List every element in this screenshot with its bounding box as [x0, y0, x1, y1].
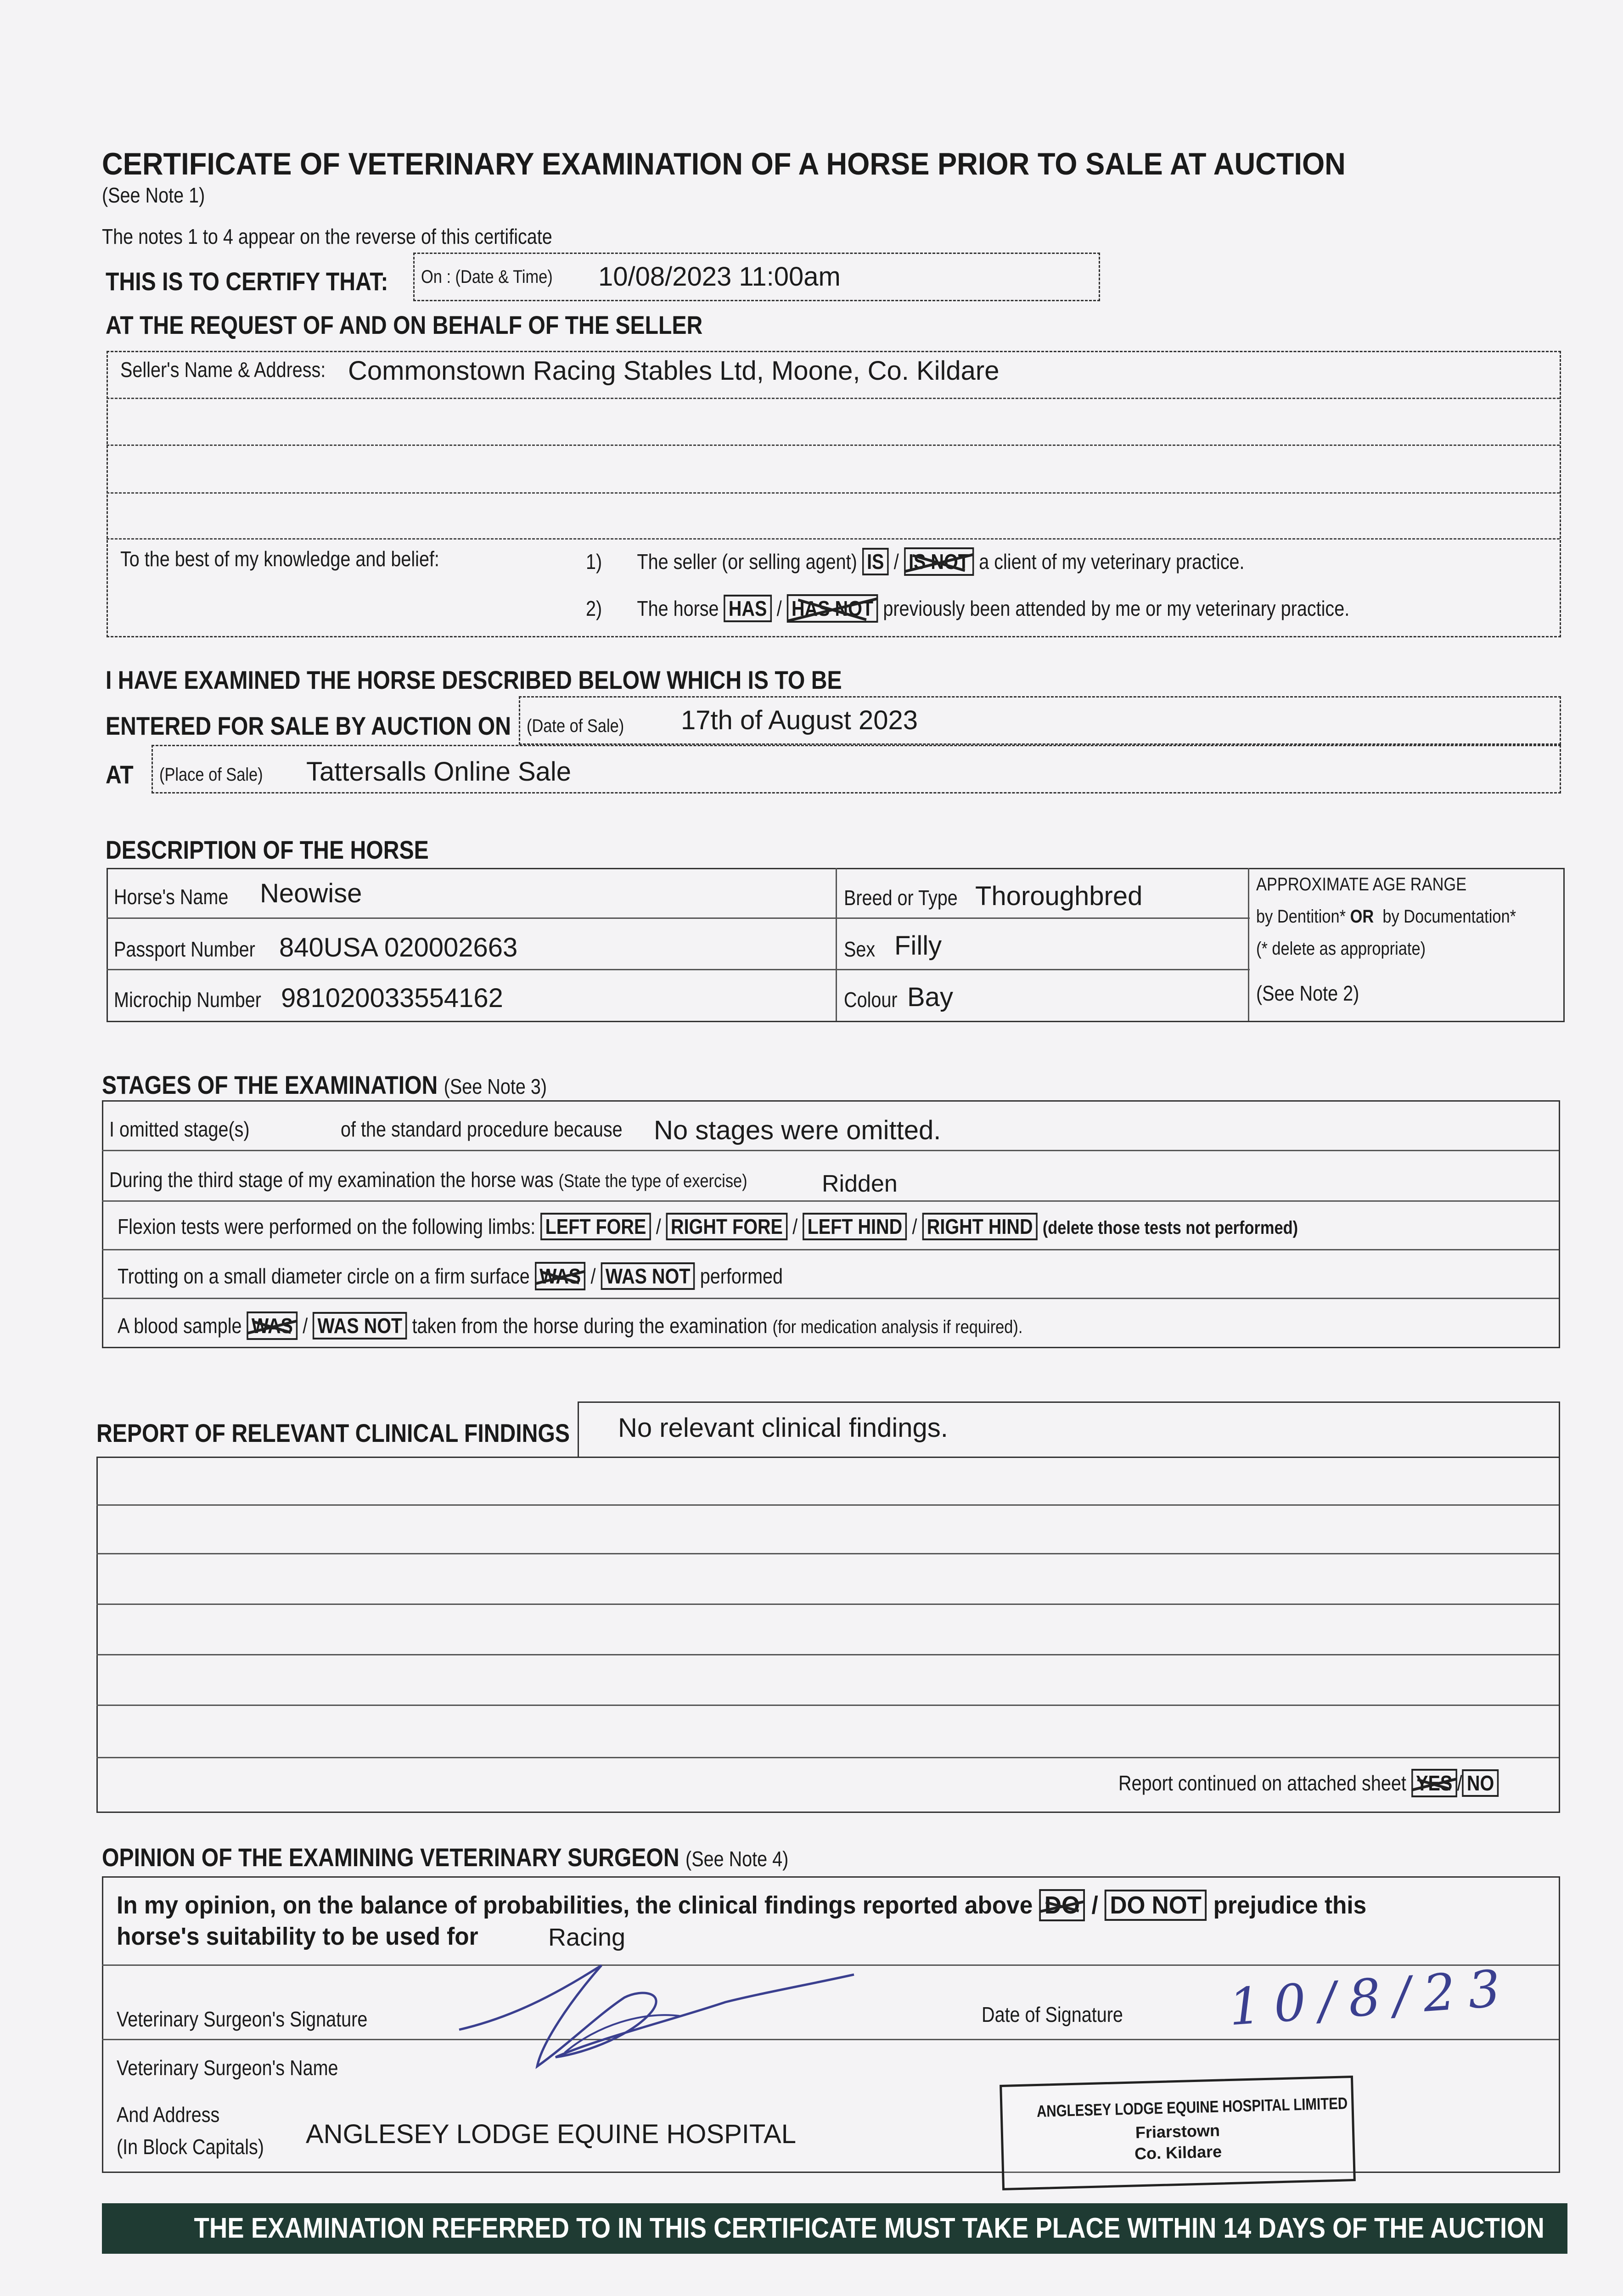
date-of-signature-value[interactable]: 10/8/23: [1227, 1958, 1515, 2037]
trot-label: Trotting on a small diameter circle on a firm surface: [118, 1264, 530, 1288]
omitted-pre: I omitted stage(s): [109, 1117, 250, 1141]
block-capitals-label: (In Block Capitals): [117, 2135, 264, 2159]
trot-option-was-not[interactable]: WAS NOT: [601, 1262, 695, 1290]
date-of-signature-label: Date of Signature: [982, 2003, 1123, 2026]
flexion-label: Flexion tests were performed on the following limbs:: [118, 1215, 536, 1238]
opinion-line-2-text: horse's suitability to be used for: [117, 1923, 478, 1950]
on-date-time-label: On : (Date & Time): [421, 267, 553, 287]
third-stage-label: [109, 1167, 851, 1192]
knowledge-item-2: [586, 594, 1474, 623]
seller-line-1: [107, 398, 1560, 399]
stages-heading-text: STAGES OF THE EXAMINATION: [102, 1070, 438, 1099]
sep-7: /: [303, 1314, 308, 1338]
desc-row-line-1: [107, 917, 1250, 919]
place-of-sale-value: Tattersalls Online Sale: [306, 757, 572, 787]
trot-post: performed: [700, 1264, 783, 1288]
sep-3: /: [656, 1215, 661, 1238]
trot-row: [118, 1262, 891, 1290]
opinion-heading-text: OPINION OF THE EXAMINING VETERINARY SURGEON: [102, 1843, 680, 1872]
flexion-row: [118, 1214, 1490, 1239]
use-value[interactable]: Racing: [548, 1924, 626, 1951]
stamp-line-1: ANGLESEY LODGE EQUINE HOSPITAL LIMITED: [1036, 2093, 1348, 2121]
opinion-line-1-text: [117, 1889, 1432, 1921]
third-stage-value[interactable]: Ridden: [822, 1171, 898, 1197]
sep-2: /: [776, 597, 782, 620]
knowledge-item-1: [586, 547, 1352, 576]
sep-4: /: [792, 1215, 798, 1238]
age-see-note-2: (See Note 2): [1256, 981, 1359, 1005]
sex-value[interactable]: Filly: [894, 931, 942, 961]
stage-line-2: [102, 1200, 1559, 1202]
age-methods: [1256, 906, 1558, 927]
age-delete-note: (* delete as appropriate): [1256, 939, 1426, 959]
option-is-not[interactable]: IS NOT: [904, 547, 974, 576]
passport-label: Passport Number: [114, 937, 255, 961]
blood-option-was[interactable]: WAS: [247, 1311, 298, 1340]
option-has-not[interactable]: HAS NOT: [787, 594, 878, 623]
limb-left-hind[interactable]: LEFT HIND: [803, 1213, 907, 1240]
datetime-field[interactable]: [413, 253, 1100, 301]
opinion-post: prejudice this: [1213, 1891, 1367, 1919]
stage-line-1: [102, 1150, 1559, 1151]
item1-number: 1): [586, 550, 602, 574]
limb-left-fore[interactable]: LEFT FORE: [540, 1213, 651, 1240]
flexion-note: (delete those tests not performed): [1042, 1218, 1298, 1238]
limb-right-hind[interactable]: RIGHT HIND: [922, 1213, 1037, 1240]
report-box: [96, 1457, 1560, 1813]
stamp-line-2: Friarstown: [1135, 2121, 1220, 2142]
seller-line-4: [107, 538, 1560, 540]
age-title: APPROXIMATE AGE RANGE: [1256, 874, 1467, 895]
blood-option-was-not[interactable]: WAS NOT: [313, 1312, 407, 1339]
report-line-3: [96, 1604, 1559, 1605]
option-is[interactable]: IS: [862, 548, 889, 575]
surgeon-name-label: Veterinary Surgeon's Name: [117, 2056, 338, 2080]
sep-9: /: [1091, 1891, 1098, 1919]
description-heading: DESCRIPTION OF THE HORSE: [106, 835, 429, 864]
address-label: And Address: [117, 2103, 220, 2127]
report-continued: [1118, 1769, 1561, 1797]
request-line: AT THE REQUEST OF AND ON BEHALF OF THE SELLER: [106, 310, 703, 339]
seller-line-2: [107, 445, 1560, 446]
stamp-line-3: Co. Kildare: [1134, 2142, 1222, 2163]
item1-pre: The seller (or selling agent): [637, 550, 857, 574]
option-has[interactable]: HAS: [724, 595, 772, 622]
colour-value[interactable]: Bay: [907, 982, 953, 1012]
third-stage-text: During the third stage of my examination the horse was: [109, 1168, 554, 1192]
place-of-sale-field[interactable]: [152, 745, 1561, 793]
third-stage-small: (State the type of exercise): [558, 1171, 747, 1191]
certificate-title: CERTIFICATE OF VETERINARY EXAMINATION OF A HORSE PRIOR TO SALE AT AUCTION: [102, 146, 1346, 181]
examined-line-2: ENTERED FOR SALE BY AUCTION ON: [106, 711, 511, 740]
report-line-5: [96, 1705, 1559, 1706]
report-option-no[interactable]: NO: [1462, 1769, 1499, 1797]
breed-value[interactable]: Thoroughbred: [975, 881, 1143, 911]
option-do[interactable]: DO: [1039, 1889, 1085, 1921]
age-by-documentation[interactable]: by Documentation*: [1382, 906, 1516, 927]
sex-label: Sex: [844, 937, 876, 961]
date-of-sale-field[interactable]: [519, 696, 1561, 745]
signature-label: Veterinary Surgeon's Signature: [117, 2007, 368, 2031]
surgeon-address-value[interactable]: ANGLESEY LODGE EQUINE HOSPITAL: [306, 2119, 796, 2149]
sep-8: /: [1457, 1771, 1462, 1795]
stage-line-4: [102, 1298, 1559, 1299]
colour-label: Colour: [844, 988, 898, 1012]
exam-datetime-value: 10/08/2023 11:00am: [598, 262, 841, 292]
opinion-heading-note: (See Note 4): [685, 1847, 789, 1871]
omitted-value[interactable]: No stages were omitted.: [654, 1115, 941, 1145]
trot-option-was[interactable]: WAS: [535, 1262, 586, 1290]
seller-label: Seller's Name & Address:: [120, 358, 326, 382]
sep-1: /: [893, 550, 899, 574]
place-of-sale-label: (Place of Sale): [159, 765, 263, 785]
opinion-pre: In my opinion, on the balance of probabilities, the clinical findings reported above: [117, 1891, 1033, 1919]
examined-line-1: I HAVE EXAMINED THE HORSE DESCRIBED BELOW WHICH IS TO BE: [106, 665, 842, 694]
report-heading: REPORT OF RELEVANT CLINICAL FINDINGS: [96, 1418, 570, 1447]
stages-heading-note: (See Note 3): [444, 1075, 547, 1098]
report-line-2: [96, 1553, 1559, 1554]
horse-name-value[interactable]: Neowise: [260, 878, 362, 908]
desc-row-line-2: [107, 969, 1250, 970]
report-line-6: [96, 1757, 1559, 1758]
passport-value[interactable]: 840USA 020002663: [279, 933, 518, 962]
sep-6: /: [590, 1264, 596, 1288]
footer-banner: THE EXAMINATION REFERRED TO IN THIS CERTIFICATE MUST TAKE PLACE WITHIN 14 DAYS OF THE AUCTION: [102, 2203, 1567, 2254]
report-continued-label: Report continued on attached sheet: [1118, 1771, 1406, 1795]
report-line-1: [96, 1504, 1559, 1506]
report-line-4: [96, 1654, 1559, 1655]
blood-post: taken from the horse during the examination: [412, 1314, 768, 1338]
breed-label: Breed or Type: [844, 886, 958, 910]
signature-scribble[interactable]: [450, 1961, 863, 2076]
report-option-yes[interactable]: YES: [1411, 1769, 1457, 1797]
microchip-value[interactable]: 981020033554162: [281, 983, 503, 1013]
limb-right-fore[interactable]: RIGHT FORE: [666, 1213, 788, 1240]
notes-line: The notes 1 to 4 appear on the reverse of this certificate: [102, 225, 552, 248]
blood-label: A blood sample: [118, 1314, 242, 1338]
seller-value[interactable]: Commonstown Racing Stables Ltd, Moone, Co. Kildare: [348, 356, 1000, 386]
horse-name-label: Horse's Name: [114, 885, 229, 909]
desc-col-line-2: [1248, 868, 1249, 1021]
certify-label: THIS IS TO CERTIFY THAT:: [106, 267, 388, 296]
practice-stamp: [1000, 2076, 1356, 2190]
seller-line-3: [107, 492, 1560, 494]
item2-post: previously been attended by me or my veterinary practice.: [883, 597, 1350, 620]
item1-post: a client of my veterinary practice.: [979, 550, 1245, 574]
opinion-heading: [102, 1842, 900, 1872]
desc-col-line-1: [836, 868, 837, 1021]
stages-heading: [102, 1070, 619, 1100]
age-by-dentition[interactable]: by Dentition*: [1256, 906, 1346, 927]
option-do-not[interactable]: DO NOT: [1105, 1890, 1207, 1921]
stage-line-3: [102, 1249, 1559, 1250]
date-of-sale-label: (Date of Sale): [527, 716, 624, 736]
item2-number: 2): [586, 597, 602, 620]
microchip-label: Microchip Number: [114, 988, 261, 1012]
omitted-mid: of the standard procedure because: [341, 1117, 623, 1141]
blood-small: (for medication analysis if required).: [772, 1317, 1023, 1337]
item2-pre: The horse: [637, 597, 719, 620]
age-or: OR: [1350, 906, 1374, 927]
at-label: AT: [106, 760, 134, 789]
knowledge-label: To the best of my knowledge and belief:: [120, 547, 439, 571]
sep-5: /: [912, 1215, 917, 1238]
blood-row: [118, 1311, 1170, 1340]
report-value[interactable]: No relevant clinical findings.: [618, 1413, 948, 1443]
date-of-sale-value: 17th of August 2023: [681, 705, 918, 735]
see-note-1: (See Note 1): [102, 183, 205, 207]
